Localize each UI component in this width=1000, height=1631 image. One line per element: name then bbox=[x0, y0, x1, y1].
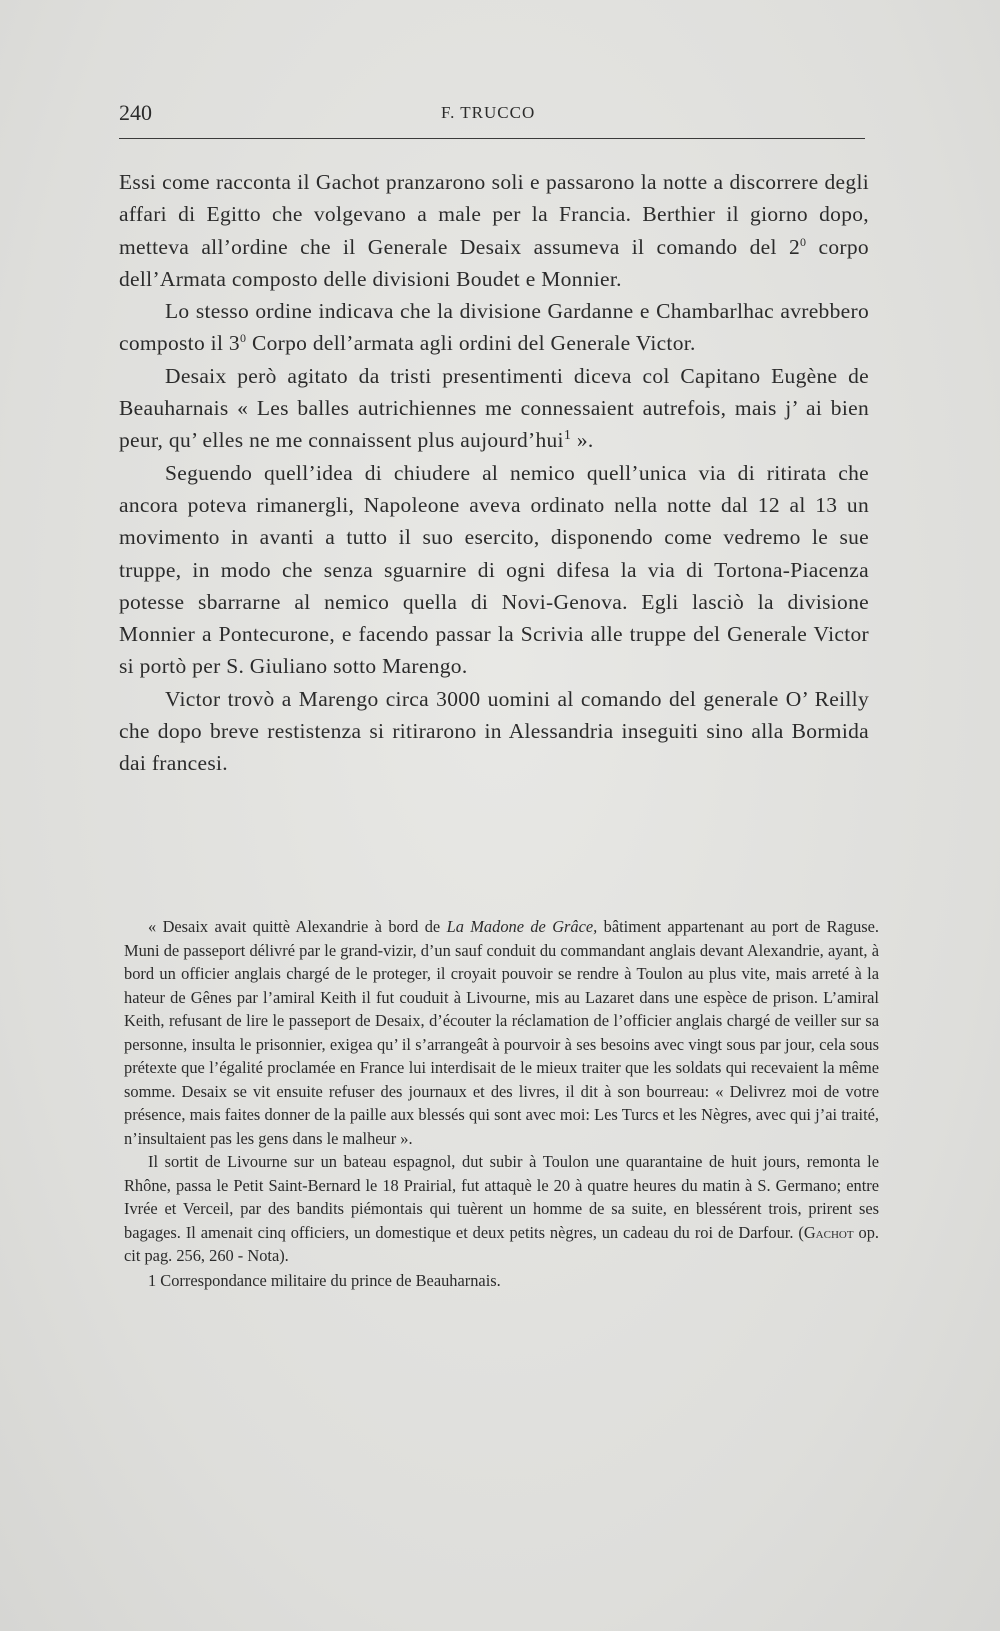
running-head: F. TRUCCO bbox=[441, 103, 536, 122]
paragraph-1-text: Essi come racconta il Gachot pranzarono soli e passarono la notte a discorrere degli affari di Egitto che volgevano a male per la Francia. Berthier il giorno dopo, metteva all’ordine che il Generale Desaix assumeva il comando del 2 bbox=[119, 170, 869, 259]
page-number: 240 bbox=[119, 100, 152, 125]
footnote-continuation bbox=[124, 1150, 879, 1268]
degree-mark: 0 bbox=[800, 234, 807, 249]
footnote-quote bbox=[124, 915, 879, 1150]
footnotes bbox=[124, 915, 879, 1292]
paragraph-2 bbox=[119, 295, 869, 360]
page-header bbox=[119, 100, 865, 136]
footnote-citation: op. cit pag. 256, 260 - Nota). bbox=[124, 1222, 879, 1265]
paragraph-2-text: Lo stesso ordine indicava che la divisione Gardanne e Chambarlhac avrebbero composto il 3 bbox=[119, 299, 869, 356]
paragraph-2-end: Corpo dell’armata agli ordini del Generale Victor. bbox=[246, 331, 696, 356]
footnote-quote-start: « Desaix avait quittè Alexandrie à bord de bbox=[148, 917, 447, 936]
author-smallcaps: Gachot bbox=[803, 1222, 854, 1242]
footnote-continuation-text: Il sortit de Livourne sur un bateau espagnol, dut subir à Toulon une quarantaine de huit jours, remonta le Rhône, passa le Petit Saint-Bernard le 18 Prairial, fut attaquè le 20 à quatre heures du matin à S. Germano; entre Ivrée et Verceil, par des bandits piémontais qui tuèrent un homme de sa suite, en blessérent trois, prirent ses bagages. Il amenait cinq officiers, un domestique et deux petits nègres, un cadeau du roi de Darfour. ( bbox=[124, 1152, 879, 1242]
degree-mark: 0 bbox=[239, 331, 247, 346]
paragraph-1-end: corpo dell’Armata composto delle divisioni Boudet e Monnier. bbox=[119, 234, 869, 291]
paragraph-1 bbox=[119, 166, 869, 295]
paragraph-3-end: ». bbox=[571, 428, 594, 453]
paragraph-3-text: Desaix però agitato da tristi presentimenti diceva col Capitano Eugène de Beauharnais « Les balles autrichiennes me connessaient autrefois, mais j’ ai bien peur, qu’ elles ne me connaissent plus aujourd’hui bbox=[119, 363, 869, 453]
footnote-reference: 1 bbox=[563, 428, 572, 444]
ship-name: La Madone de Grâce, bbox=[446, 917, 598, 936]
main-text bbox=[119, 166, 869, 780]
paragraph-4: Seguendo quell’idea di chiudere al nemico quell’unica via di ritirata che ancora poteva rimanergli, Napoleone aveva ordinato nella notte dal 12 al 13 un movimento in avanti a tutto il suo esercito, disponendo come vedremo le sue truppe, in modo che senza sguarnire di ogni difesa la via di Tortona-Piacenza potesse sbarrarne al nemico quella di Novi-Genova. Egli lasciò la divisione Monnier a Pontecurone, e facendo passar la Scrivia alle truppe del Generale Victor si portò per S. Giuliano sotto Marengo. bbox=[119, 460, 869, 679]
footnote-1: 1 Correspondance militaire du prince de Beauharnais. bbox=[148, 1270, 501, 1290]
footnote-quote-body: bâtiment appartenant au port de Raguse. Muni de passeport délivré par le grand-vizir, d’un sauf conduit du commandant anglais devant Alexandrie, ayant, à bord un officier anglais chargé de le proteger, il croyait pouvoir se rendre à Toulon au plus vite, mais arreté à la hateur de Gênes par l’amiral Keith il fut couduit à Livourne, mis au Lazaret dans une espèce de prison. L’amiral Keith, refusant de lire le passeport de Desaix, d’écouter la réclamation de l’officier anglais chargé de veiller sur sa personne, insulta le prisonnier, exigea qu’ il s’arrangeât à pourvoir à ses besoins avec vingt sous par jour, cela sous prétexte que l’égalité proclamée en France lui interdisait de le mieux traiter que les soldats qui recevaient la même somme. Desaix se vit ensuite refuser des journaux et des livres, il dit à son bourreau: « Delivrez moi de votre présence, mais faites donner de la paille aux blessés qui sont avec moi: Les Turcs et les Nègres, avec qui j’ai traité, n’insultaient pas les gens dans le malheur ». bbox=[124, 917, 880, 1148]
header-rule bbox=[119, 138, 865, 139]
paragraph-3 bbox=[119, 360, 869, 457]
paragraph-5: Victor trovò a Marengo circa 3000 uomini al comando del generale O’ Reilly che dopo breve restistenza si ritirarono in Alessandria inseguiti sino alla Bormida dai francesi. bbox=[119, 686, 869, 776]
